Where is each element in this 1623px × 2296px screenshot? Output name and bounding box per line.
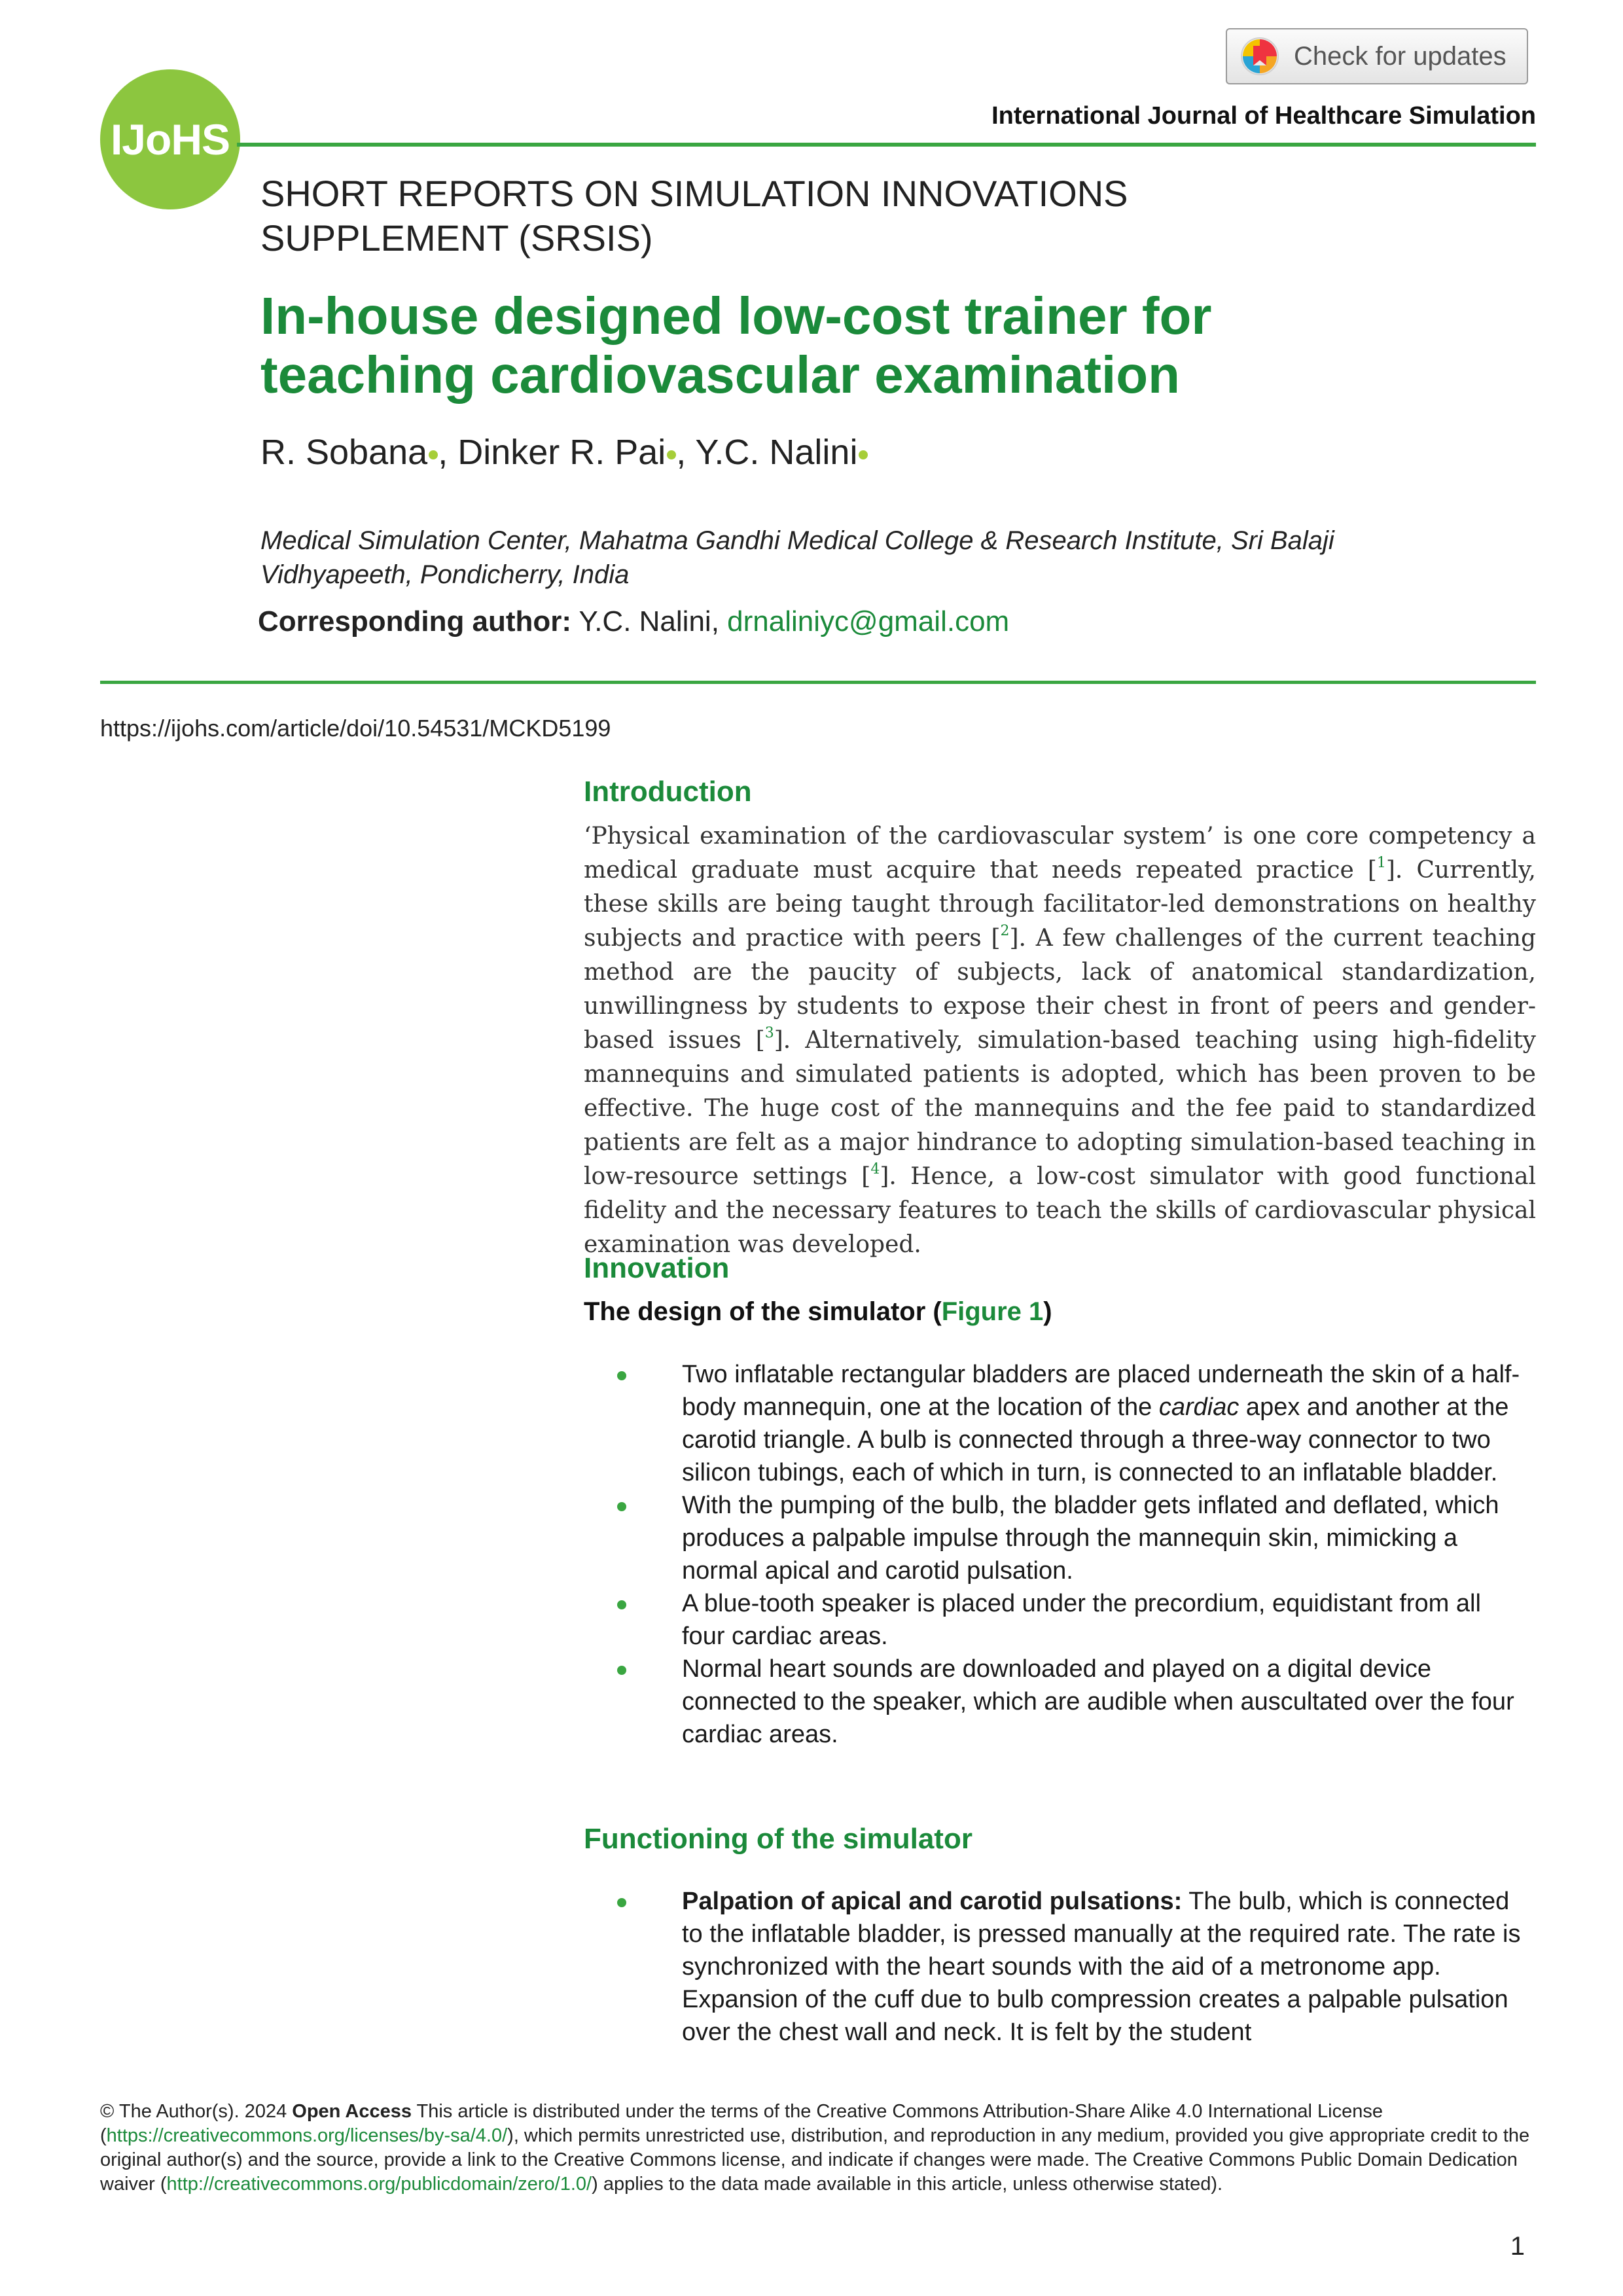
- corresponding-name: Y.C. Nalini,: [579, 605, 719, 637]
- list-item: A blue-tooth speaker is placed under the precordium, equidistant from all four cardiac areas.: [584, 1587, 1526, 1653]
- list-item: Normal heart sounds are downloaded and played on a digital device connected to the speaker, which are audible when auscultated over the four cardiac areas.: [584, 1653, 1526, 1751]
- crossmark-icon: [1240, 37, 1279, 76]
- introduction-heading: Introduction: [584, 776, 752, 808]
- functioning-list: [584, 1885, 1526, 2049]
- orcid-icon[interactable]: [429, 450, 438, 459]
- author-name[interactable]: Y.C. Nalini: [695, 433, 858, 472]
- author-name[interactable]: Dinker R. Pai: [457, 433, 666, 472]
- innovation-heading: Innovation: [584, 1252, 730, 1284]
- design-list: [584, 1358, 1526, 1751]
- introduction-paragraph: ‘Physical examination of the cardiovascular system’ is one core competency a medical graduate must acquire that needs repeated practice [$^1$]. Currently, these skills are being taught through facilitator-led demonstrations on healthy subjects and practice with peers [$^2$]. A few challenges of the current teaching method are the paucity of subjects, lack of anatomical standardization, unwillingness by students to expose their chest in front of peers and gender-based issues [$^3$]. Alternatively, simulation-based teaching using high-fidelity mannequins and simulated patients is adopted, which has been proven to be effective. The huge cost of the mannequins and the fee paid to standardized patients are felt as a major hindrance to adopting simulation-based teaching in low-resource settings [$^4$]. Hence, a low-cost simulator with good functional fidelity and the necessary features to teach the skills of cardiovascular physical examination was developed.: [584, 823, 1536, 1258]
- list-item: Palpation of apical and carotid pulsations: The bulb, which is connected to the inflatable bladder, is pressed manually at the required rate. The rate is synchronized with the heart sounds with the aid of a metronome app. Expansion of the cuff due to bulb compression creates a palpable pulsation over the chest wall and neck. It is felt by the student: [584, 1885, 1526, 2049]
- corresponding-email-link[interactable]: drnaliniyc@gmail.com: [727, 605, 1010, 637]
- article-title: In-house designed low-cost trainer for teaching cardiovascular examination: [260, 287, 1212, 404]
- header-divider: [237, 143, 1536, 147]
- citation-link[interactable]: 2: [1000, 923, 1010, 939]
- figure-1-link[interactable]: Figure 1: [941, 1297, 1044, 1326]
- doi-link[interactable]: https://ijohs.com/article/doi/10.54531/MCKD5199: [100, 715, 611, 742]
- journal-logo-text: IJoHS: [110, 115, 230, 164]
- license-link[interactable]: https://creativecommons.org/licenses/by-sa/4.0/: [106, 2125, 508, 2146]
- author-name[interactable]: R. Sobana: [260, 433, 428, 472]
- corresponding-author: [258, 605, 1009, 638]
- journal-name: International Journal of Healthcare Simulation: [991, 102, 1536, 130]
- journal-logo: [100, 69, 240, 209]
- orcid-icon[interactable]: [859, 450, 868, 459]
- bullet-icon: [617, 1502, 626, 1511]
- license-notice: © The Author(s). 2024 Open Access This article is distributed under the terms of the Creative Commons Attribution-Share Alike 4.0 International License (https://creativecommons.org/licenses/by-sa/4.0/), which permits unrestricted use, distribution, and reproduction in any medium, provided you give appropriate credit to the original author(s) and the source, provide a link to the Creative Commons license, and indicate if changes were made. The Creative Commons Public Domain Dedication waiver (http://creativecommons.org/publicdomain/zero/1.0/) applies to the data made available in this article, unless otherwise stated).: [100, 2101, 1530, 2195]
- citation-link[interactable]: 4: [870, 1161, 880, 1177]
- section-label: SHORT REPORTS ON SIMULATION INNOVATIONS SUPPLEMENT (SRSIS): [260, 173, 1128, 259]
- functioning-heading: Functioning of the simulator: [584, 1823, 972, 1855]
- header-bottom-divider: [100, 681, 1536, 684]
- affiliation: Medical Simulation Center, Mahatma Gandhi Medical College & Research Institute, Sri Balaji Vidhyapeeth, Pondicherry, India: [260, 526, 1334, 589]
- page-number: 1: [1510, 2232, 1525, 2261]
- corresponding-label: Corresponding author:: [258, 605, 572, 637]
- bullet-icon: [617, 1898, 626, 1907]
- check-for-updates-label: Check for updates: [1294, 41, 1507, 71]
- author-list: R. Sobana , Dinker R. Pai , Y.C. Nalini: [260, 432, 868, 473]
- check-for-updates-button[interactable]: [1226, 28, 1528, 84]
- bullet-icon: [617, 1600, 626, 1609]
- orcid-icon[interactable]: [667, 450, 676, 459]
- bullet-icon: [617, 1371, 626, 1380]
- citation-link[interactable]: 3: [764, 1025, 774, 1041]
- bullet-icon: [617, 1666, 626, 1675]
- citation-link[interactable]: 1: [1376, 855, 1386, 871]
- list-item: With the pumping of the bulb, the bladder gets inflated and deflated, which produces a palpable impulse through the mannequin skin, mimicking a normal apical and carotid pulsation.: [584, 1489, 1526, 1587]
- public-domain-link[interactable]: http://creativecommons.org/publicdomain/zero/1.0/: [166, 2174, 592, 2195]
- list-item: Two inflatable rectangular bladders are placed underneath the skin of a half-body mannequin, one at the location of the cardiac apex and another at the carotid triangle. A bulb is connected through a three-way connector to two silicon tubings, each of which in turn, is connected to an inflatable bladder.: [584, 1358, 1526, 1489]
- design-subheading: The design of the simulator (Figure 1): [584, 1297, 1052, 1326]
